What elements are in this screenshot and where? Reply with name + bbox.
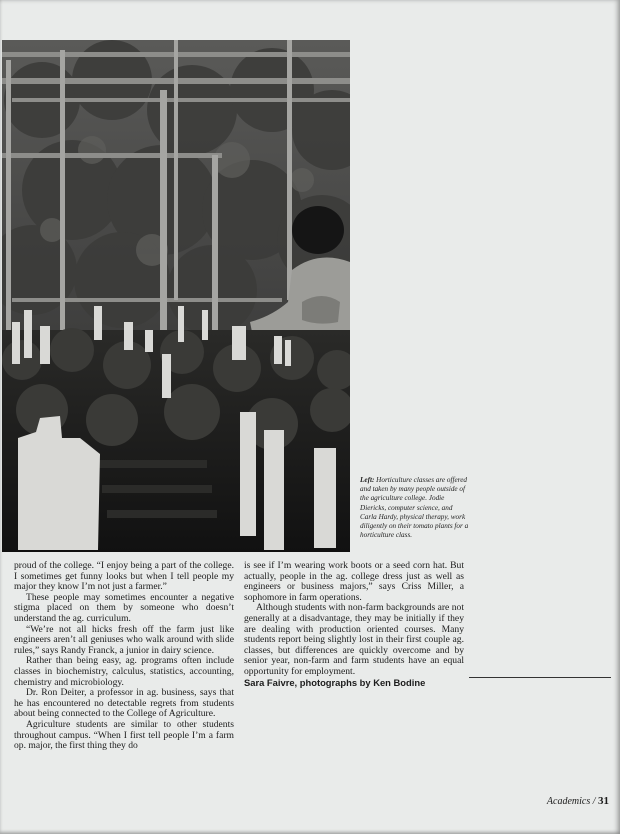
divider-rule	[469, 677, 611, 678]
paragraph: These people may sometimes encounter a negative stigma placed on them by someone who doesn’t understand the ag. curriculum.	[14, 591, 234, 624]
greenhouse-photo-illustration	[2, 40, 350, 552]
paragraph: Dr. Ron Deiter, a professor in ag. business, says that he has encountered no detectable regrets from students about being connected to the College of Agriculture.	[14, 687, 234, 720]
folio-section: Academics /	[546, 796, 596, 807]
caption-lead: Left:	[360, 476, 375, 484]
paragraph: Agriculture students are similar to other students throughout campus. “When I first tell people I’m a farm op. major, the first thing they do	[14, 718, 234, 752]
paragraph: Rather than being easy, ag. programs often include classes in biochemistry, calculus, statistics, accounting, chemistry and microbiology.	[14, 655, 234, 688]
page-folio	[519, 795, 609, 807]
paragraph: proud of the college. “I enjoy being a part of the college. I sometimes get funny looks but when I tell people my major they know I’m not just a farmer.”	[14, 560, 234, 593]
greenhouse-photo	[2, 40, 350, 552]
photo-caption	[360, 476, 470, 540]
article-column-2	[244, 561, 464, 688]
byline-credit: Sara Faivre, photographs by Ken Bodine	[244, 676, 426, 688]
paragraph: Although students with non-farm backgrounds are not generally at a disadvantage, they may be initially if they are dealing with production oriented courses. Many students report being slightly lost in their first couple ag. classes, but differences are quickly overcome and by senior year, non-farm and farm students have an equal opportunity for employment.	[244, 602, 464, 677]
article-column-1	[14, 561, 234, 752]
paragraph: is see if I’m wearing work boots or a seed corn hat. But actually, people in the ag. college dress just as well as engineers or business majors,” says Criss Miller, a sophomore in farm operations.	[244, 560, 464, 603]
page-number: 31	[598, 795, 609, 807]
paragraph: “We’re not all hicks fresh off the farm just like engineers aren’t all geniuses who walk around with slide rules,” says Randy Franck, a junior in dairy science.	[14, 623, 234, 656]
caption-text: Horticulture classes are offered and taken by many people outside of the agriculture college. Jodie Diericks, computer science, and Carla Hardy, physical therapy, work diligently on their tomato plants for a horticulture class.	[360, 476, 469, 540]
